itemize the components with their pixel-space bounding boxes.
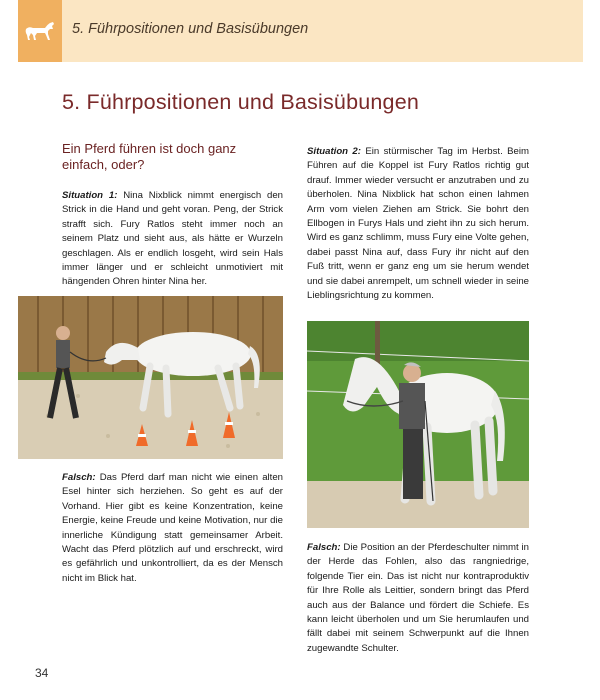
- photo-horse-shoulder-position: [307, 321, 529, 528]
- falsch-2-paragraph: [307, 541, 529, 656]
- page-title: 5. Führpositionen und Basisübungen: [62, 90, 420, 114]
- running-header-title: 5. Führpositionen und Basisübungen: [72, 21, 309, 37]
- falsch-1-text: Das Pferd darf man nicht wie einen alten Esel hinter sich herziehen. So geht es auf der Vorhand. Hier gibt es keine Konzentration, keine Energie, keine Freude und keine Motivation, nur die innerliche Kündigung statt gemeinsamer Arbeit. Wacht das Pferd plötzlich auf und erschreckt, wird es gefährlich und unkontrolliert, da es der Mensch nicht im Blick hat.: [62, 472, 283, 584]
- page-number: 34: [35, 666, 49, 680]
- situation-2-label: Situation 2:: [307, 146, 361, 157]
- falsch-1-paragraph: [62, 471, 283, 586]
- situation-2-paragraph: [307, 145, 529, 303]
- situation-1-paragraph: [62, 189, 283, 290]
- falsch-1-label: Falsch:: [62, 472, 96, 483]
- falsch-2-label: Falsch:: [307, 542, 341, 553]
- section-heading: Ein Pferd führen ist doch ganz einfach, oder?: [62, 141, 237, 172]
- photo-horse-led-on-rope: [18, 296, 283, 459]
- header-band: [18, 0, 583, 62]
- situation-1-label: Situation 1:: [62, 190, 118, 201]
- horse-logo: [18, 0, 62, 62]
- situation-1-text: Nina Nixblick nimmt energisch den Strick in die Hand und geht voran. Peng, der Strick strafft sich. Fury Ratlos steht immer noch an seinem Platz und sieht aus, als hätte er Wurzeln geschlagen. Als er endlich losgeht, wird sein Hals immer länger und er schleicht unmotiviert mit hängenden Ohren hinter Nina her.: [62, 190, 283, 288]
- falsch-2-text: Die Position an der Pferdeschulter nimmt in der Herde das Fohlen, also das rangniedrige, folgende Tier ein. Das ist nicht nur kontraproduktiv für Ihre Rolle als Leittier, sondern bringt das Pferd auch aus der Balance und fördert die Schiefe. Es kann leicht überholen und um Sie herumlaufen und fällt dabei mit seinem Schwerpunkt auf die Ihnen zugewandte Schulter.: [307, 542, 529, 654]
- situation-2-text: Ein stürmischer Tag im Herbst. Beim Führen auf die Koppel ist Fury Ratlos richtig gut drauf. Immer wieder versucht er anzutraben und zu überholen. Nina Nixblick hat schon einen lahmen Arm vom vielen Ziehen am Strick. Sie bohrt den Ellbogen in Furys Hals und zieht ihn zu sich herum. Wird es ganz schlimm, muss Fury eine Volte gehen, dabei passt Nina auf, dass Fury ihr nicht auf den Fuß tritt, wenn er ganz eng um sie herum wendet und sie dabei anrempelt, um schnell wieder in seine Lieblingsrichtung zu kommen.: [307, 146, 529, 302]
- horse-icon: [23, 20, 57, 42]
